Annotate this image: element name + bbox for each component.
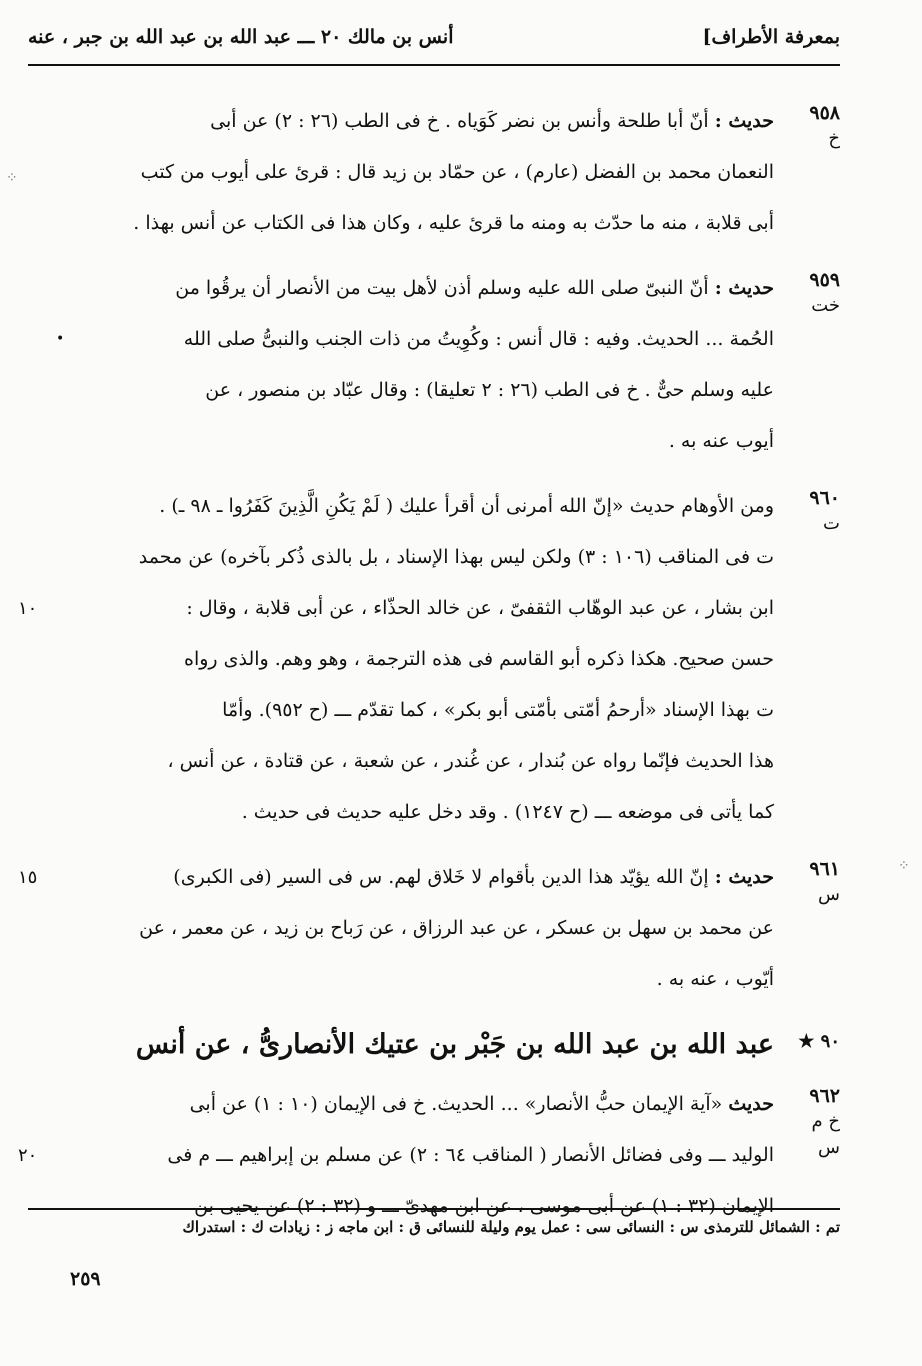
text-line: ت فى المناقب (١٠٦ : ٣) ولكن ليس بهذا الإسناد ، بل بالذى ذُكر بآخره) عن محمد (138, 546, 774, 568)
text-line: أبى قلابة ، منه ما حدّث به ومنه ما قرئ عليه ، وكان هذا فى الكتاب عن أنس بهذا . (133, 212, 774, 234)
margin-line-number: ٢٠ (18, 1145, 38, 1166)
scan-speck: ⁘ (898, 858, 910, 874)
margin-line-number: ١٠ (18, 598, 38, 619)
text-line: • الحُمة ... الحديث. وفيه : قال أنس : وكُوِيتُ من ذات الجنب والنبىُّ صلى الله (78, 314, 774, 365)
text-line: عليه وسلم حىٌّ . خ فى الطب (٢٦ : ٢ تعليقا) : وقال عبّاد بن منصور ، عن (205, 379, 774, 401)
text-line: حديث : أنّ النبىّ صلى الله عليه وسلم أذن لأهل بيت من الأنصار أن يرقُوا من (175, 277, 774, 299)
text-line: ومن الأوهام حديث «إنّ الله أمرنى أن أقرأ عليك ( لَمْ يَكُنِ الَّذِينَ كَفَرُوا ـ ٩٨ ـ) . (159, 495, 774, 517)
entry-keyword: حديث : (714, 277, 774, 299)
footnote-rule (28, 1208, 840, 1210)
text-line: ٢٠ الوليد ـــ وفى فضائل الأنصار ( المناقب ٦٤ : ٢) عن مسلم بن إبراهيم ـــ م فى (78, 1130, 774, 1181)
text-line: أيّوب ، عنه به . (656, 968, 774, 990)
text-line: أيوب عنه به . (668, 430, 774, 452)
entry-text (78, 96, 774, 249)
abbreviations-footnote: تم : الشمائل للترمذى س : النسائى سى : عمل يوم وليلة للنسائى ق : ابن ماجه ز : زيادات ك : استدراك (182, 1218, 840, 1236)
text-line: عن محمد بن سهل بن عسكر ، عن عبد الرزاق ، عن رَباح بن زيد ، عن معمر ، عن (139, 917, 774, 939)
entry-keyword: حديث : (714, 866, 774, 888)
margin-bullet: • (56, 331, 65, 347)
entry-number: ٩٦٢ خ م س (784, 1083, 840, 1161)
entry-source-code: س (818, 884, 840, 905)
entry-keyword: حديث (728, 1093, 774, 1115)
hadith-entry-959 (56, 263, 840, 467)
hadith-entry-960 (18, 481, 840, 838)
header-rule-mark: - - (60, 58, 72, 72)
entry-number: ٩٥٩ خت (784, 267, 840, 319)
scan-speck: ⁘ (6, 170, 18, 186)
entry-text (56, 263, 774, 467)
text-line: الإيمان (٣٢ : ١) عن أبى موسى ، عن ابن مهدىّ ـــ و (٣٢ : ٢) عن يحيى بن (194, 1195, 774, 1217)
text-line: حسن صحيح. هكذا ذكره أبو القاسم فى هذه الترجمة ، وهو وهم. والذى رواه (184, 648, 774, 670)
section-title: عبد الله بن عبد الله بن جَبْر بن عتيك الأنصارىُّ ، عن أنس (135, 1029, 774, 1060)
margin-line-number: ١٥ (18, 867, 38, 888)
header-center-title: أنس بن مالك ٢٠ ـــ عبد الله بن عبد الله بن جبر ، عنه (28, 26, 454, 48)
entry-number: ٩٦٠ ت (784, 485, 840, 537)
main-text (18, 96, 840, 1246)
entry-number: ٩٦١ س (784, 856, 840, 908)
text-line: كما يأتى فى موضعه ـــ (ح ١٢٤٧) . وقد دخل عليه حديث فى حديث . (241, 801, 774, 823)
hadith-entry-958 (78, 96, 840, 249)
text-line: هذا الحديث فإنّما رواه عن بُندار ، عن غُندر ، عن شعبة ، عن قتادة ، عن أنس ، (167, 750, 774, 772)
entry-source-code: خت (811, 295, 840, 316)
entry-source-code: خ م س (811, 1111, 840, 1158)
entry-keyword: حديث : (714, 110, 774, 132)
text-line: ١٥ حديث : إنّ الله يؤيّد هذا الدين بأقوام لا خَلاق لهم. س فى السير (فى الكبرى) (78, 852, 774, 903)
text-line: ت بهذا الإسناد «أرحمُ أمّتى بأمّتى أبو بكر» ، كما تقدّم ـــ (ح ٩٥٢). وأمّا (222, 699, 774, 721)
entry-text (18, 481, 774, 838)
entry-source-code: ت (823, 513, 840, 534)
header-rule (28, 64, 840, 66)
text-line: حديث «آية الإيمان حبُّ الأنصار» ... الحديث. خ فى الإيمان (١٠ : ١) عن أبى (189, 1093, 774, 1115)
entry-number: ٩٥٨ خ (784, 100, 840, 152)
text-line: ١٠ ابن بشار ، عن عبد الوهّاب الثقفىّ ، عن خالد الحذّاء ، عن أبى قلابة ، وقال : (78, 583, 774, 634)
header-right-title: بمعرفة الأطراف] (702, 26, 840, 48)
text-line: النعمان محمد بن الفضل (عارم) ، عن حمّاد بن زيد قال : قرئ على أيوب من كتب (140, 161, 774, 183)
entry-source-code: خ (828, 128, 840, 149)
hadith-entry-961 (18, 852, 840, 1005)
entry-text (18, 852, 774, 1005)
running-header (28, 18, 840, 58)
section-number: ٩٠ ★ (798, 1031, 840, 1052)
page-number: ٢٥٩ (70, 1268, 101, 1290)
section-heading-90 (78, 1019, 840, 1071)
text-line: حديث : أنّ أبا طلحة وأنس بن نضر كَوَياه . خ فى الطب (٢٦ : ٢) عن أبى (210, 110, 774, 132)
